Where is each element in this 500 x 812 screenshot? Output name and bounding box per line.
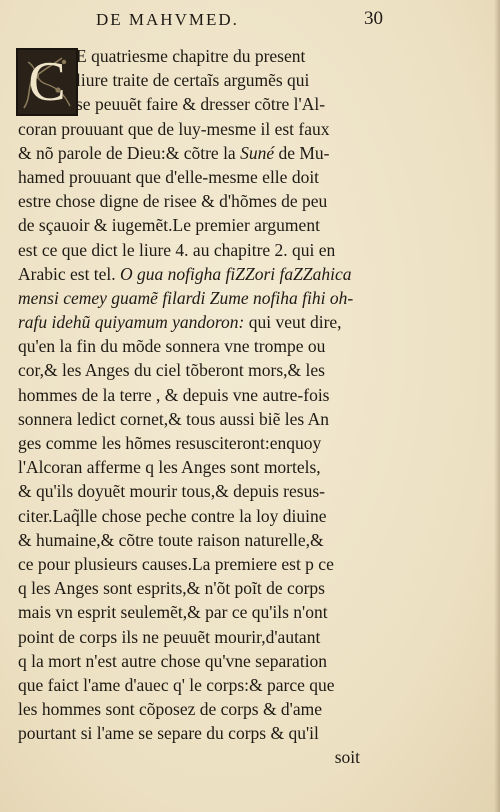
text-line-roman: estre chose digne de risee & d'hõmes de peu (18, 191, 328, 212)
text-line (18, 189, 368, 213)
text-line (18, 576, 368, 600)
text-line-roman: mais vn esprit seulemẽt,& par ce qu'ils n'ont (18, 602, 328, 623)
drop-cap-letter: C (28, 51, 66, 113)
text-line (18, 238, 368, 262)
text-line-roman: point de corps ils ne peuuẽt mourir,d'autant (18, 626, 321, 647)
text-line-roman: de sçauoir & iugemẽt.Le premier argument (18, 215, 320, 236)
text-line (18, 310, 368, 334)
text-line-roman: les hommes sont cõposez de corps & d'ame (18, 699, 322, 720)
text-line (18, 383, 368, 407)
text-line (18, 528, 368, 552)
text-line-roman: & qu'ils doyuẽt mourir tous,& depuis resus- (18, 481, 325, 502)
running-head: DE MAHVMED. (96, 10, 239, 29)
text-line-roman: & humaine,& cõtre toute raison naturelle,& (18, 529, 324, 550)
text-line-roman: pourtant si l'ame se separe du corps & qu'il (18, 723, 319, 744)
text-line (18, 92, 368, 116)
text-line (18, 286, 368, 310)
text-line (18, 600, 368, 624)
text-line-roman: se peuuẽt faire & dresser cõtre l'Al- (76, 94, 326, 115)
text-line-roman: qu'en la fin du mõde sonnera vne trompe ou (18, 336, 326, 357)
page-number: 30 (364, 8, 383, 29)
text-line-italic: O gua nofigha fiZZori faZZahica (120, 263, 352, 284)
text-line (18, 697, 368, 721)
text-line (18, 649, 368, 673)
text-line (18, 117, 368, 141)
text-line (18, 213, 368, 237)
page-edge-shadow (494, 0, 500, 812)
text-line-roman: ges comme les hõmes resusciteront:enquoy (18, 433, 322, 453)
text-line (18, 431, 368, 455)
text-line (18, 68, 368, 92)
body-text (18, 44, 368, 770)
text-line (18, 625, 368, 649)
text-line (18, 479, 368, 503)
text-line-roman: q les Anges sont esprits,& n'õt poĩt de corps (18, 578, 325, 599)
text-line-roman: & nõ parole de Dieu:& cõtre la (18, 142, 241, 163)
text-line (18, 455, 368, 479)
text-line-italic: mensi cemey guamẽ filardi Zume nofiha fihi oh- (18, 287, 354, 308)
text-line (18, 504, 368, 528)
text-line-roman: que faict l'ame d'auec q' le corps:& parce que (18, 674, 335, 695)
text-line-roman: liure traite de certaĩs argumẽs qui (76, 70, 310, 91)
text-line-roman: est ce que dict le liure 4. au chapitre 2. qui en (18, 239, 336, 260)
text-line (18, 358, 368, 382)
text-line-roman: cor,& les Anges du ciel tõberont mors,& les (18, 360, 325, 381)
text-line-italic: Suné (240, 142, 275, 163)
text-line (18, 407, 368, 431)
text-line-roman: Arabic est tel. (18, 263, 121, 284)
text-line (18, 141, 368, 165)
text-line (18, 165, 368, 189)
text-line (18, 745, 368, 769)
text-line-roman: q la mort n'est autre chose qu'vne separation (18, 650, 328, 671)
text-line (18, 334, 368, 358)
text-line (18, 262, 368, 286)
text-line (18, 721, 368, 745)
text-line-roman: soit (334, 747, 360, 768)
text-line-tail: qui veut dire, (244, 312, 342, 333)
text-line-roman: hamed prouuant que d'elle-mesme elle doit (18, 166, 320, 187)
text-line-roman: sonnera ledict cornet,& tous aussi biẽ les An (18, 408, 330, 429)
text-line (18, 552, 368, 576)
text-line-tail: de Mu- (274, 142, 330, 163)
text-line (18, 673, 368, 697)
text-line-roman: coran prouuant que de luy-mesme il est faux (18, 118, 330, 139)
text-line-roman: hommes de la terre , & depuis vne autre-fois (18, 384, 330, 405)
text-line (18, 44, 368, 68)
page-header (96, 8, 396, 36)
text-line-roman: citer.Laq̃lle chose peche contre la loy diuine (18, 505, 327, 526)
text-line-roman: E quatriesme chapitre du present (76, 46, 306, 66)
text-line-roman: l'Alcoran afferme q les Anges sont mortels, (18, 457, 321, 478)
text-line-roman: ce pour plusieurs causes.La premiere est p ce (18, 553, 334, 574)
text-line-italic: rafu idehũ quiyamum yandoron: (18, 312, 245, 333)
